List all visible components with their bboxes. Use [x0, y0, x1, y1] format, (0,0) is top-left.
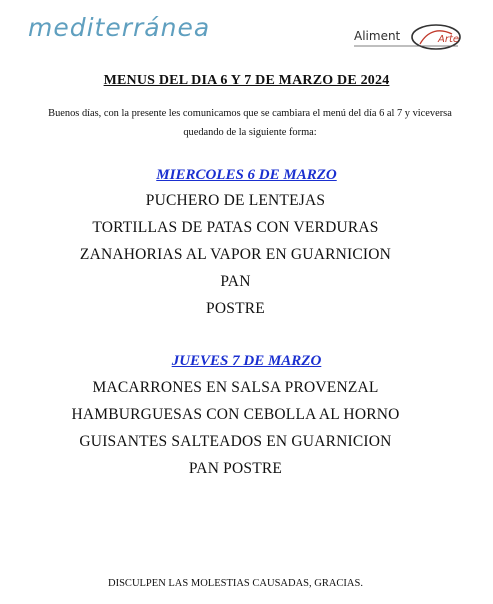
dish-item: GUISANTES SALTEADOS EN GUARNICION — [79, 433, 392, 450]
page-title: MENUS DEL DIA 6 Y 7 DE MARZO DE 2024 — [103, 73, 390, 88]
dish-item: PAN — [220, 273, 251, 290]
dish-item: POSTRE — [206, 300, 265, 317]
logo-alimentarte — [348, 20, 468, 54]
svg-text:Arte: Arte — [438, 34, 460, 45]
logo-mediterranea: mediterránea — [28, 13, 211, 42]
dish-item: TORTILLAS DE PATAS CON VERDURAS — [92, 219, 379, 236]
logo-aliment-text: Aliment — [354, 29, 401, 43]
dish-item: MACARRONES EN SALSA PROVENZAL — [92, 379, 379, 396]
dish-item: HAMBURGUESAS CON CEBOLLA AL HORNO — [71, 406, 400, 423]
dish-item: ZANAHORIAS AL VAPOR EN GUARNICION — [79, 246, 392, 263]
footer-note: DISCULPEN LAS MOLESTIAS CAUSADAS, GRACIAS. — [108, 578, 363, 589]
dish-item: PAN POSTRE — [188, 460, 283, 477]
intro-text: Buenos días, con la presente les comunicamos que se cambiara el menú del día 6 al 7 y viceversa quedando de la siguiente forma: — [48, 108, 452, 138]
dish-item: PUCHERO DE LENTEJAS — [145, 192, 326, 209]
day-heading-jueves: JUEVES 7 DE MARZO — [171, 353, 322, 369]
day-heading-miercoles: MIERCOLES 6 DE MARZO — [156, 167, 337, 183]
